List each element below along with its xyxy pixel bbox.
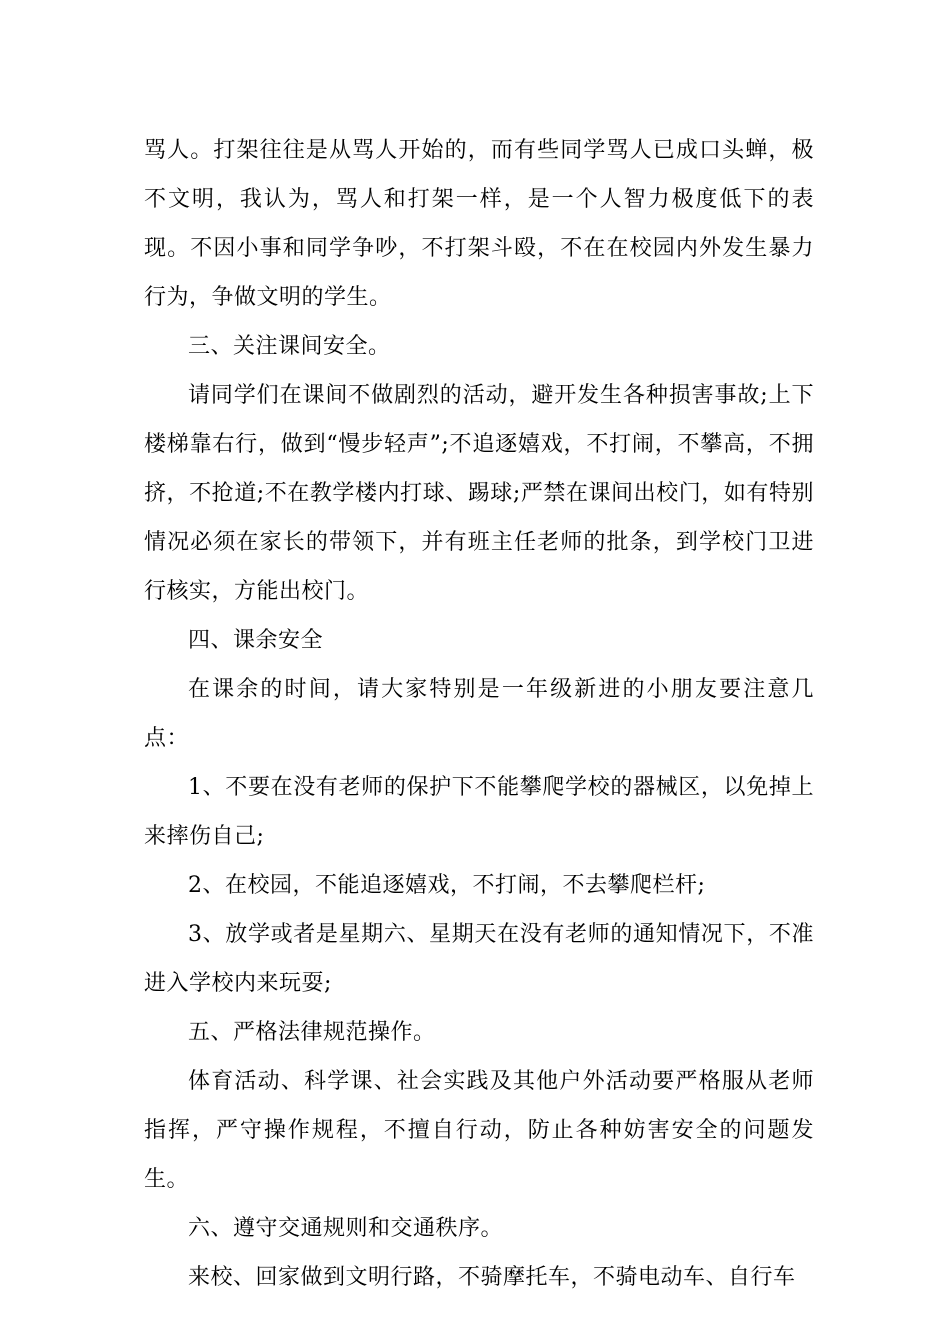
section-heading-3: 三、关注课间安全。 xyxy=(188,334,391,359)
section-heading-6: 六、遵守交通规则和交通秩序。 xyxy=(188,1216,504,1241)
document-body xyxy=(144,126,814,1302)
section-heading-5: 五、严格法律规范操作。 xyxy=(188,1020,436,1045)
paragraph-break-safety: 请同学们在课间不做剧烈的活动，避开发生各种损害事故;上下楼梯靠右行，做到“慢步轻声”;不追逐嬉戏，不打闹，不攀高，不拥挤，不抢道;不在教学楼内打球、踢球;严禁在课间出校门，如有特别情况必须在家长的带领下，并有班主任老师的批条，到学校门卫进行核实，方能出校门。 xyxy=(144,383,814,604)
paragraph-continuation: 骂人。打架往往是从骂人开始的，而有些同学骂人已成口头蝉，极不文明，我认为，骂人和打架一样，是一个人智力极度低下的表现。不因小事和同学争吵，不打架斗殴，不在在校园内外发生暴力行为，争做文明的学生。 xyxy=(144,138,814,310)
paragraph-activity-rules: 体育活动、科学课、社会实践及其他户外活动要严格服从老师指挥，严守操作规程，不擅自行动，防止各种妨害安全的问题发生。 xyxy=(144,1069,814,1192)
list-item-1: 1、不要在没有老师的保护下不能攀爬学校的器械区，以免掉上来摔伤自己; xyxy=(144,775,814,849)
list-item-2: 2、在校园，不能追逐嬉戏，不打闹，不去攀爬栏杆; xyxy=(188,873,706,898)
paragraph-traffic: 来校、回家做到文明行路，不骑摩托车，不骑电动车、自行车 xyxy=(188,1265,796,1290)
section-heading-4: 四、课余安全 xyxy=(188,628,324,653)
list-item-3: 3、放学或者是星期六、星期天在没有老师的通知情况下，不准进入学校内来玩耍; xyxy=(144,922,814,996)
paragraph-spare-time-intro: 在课余的时间，请大家特别是一年级新进的小朋友要注意几点： xyxy=(144,677,814,751)
